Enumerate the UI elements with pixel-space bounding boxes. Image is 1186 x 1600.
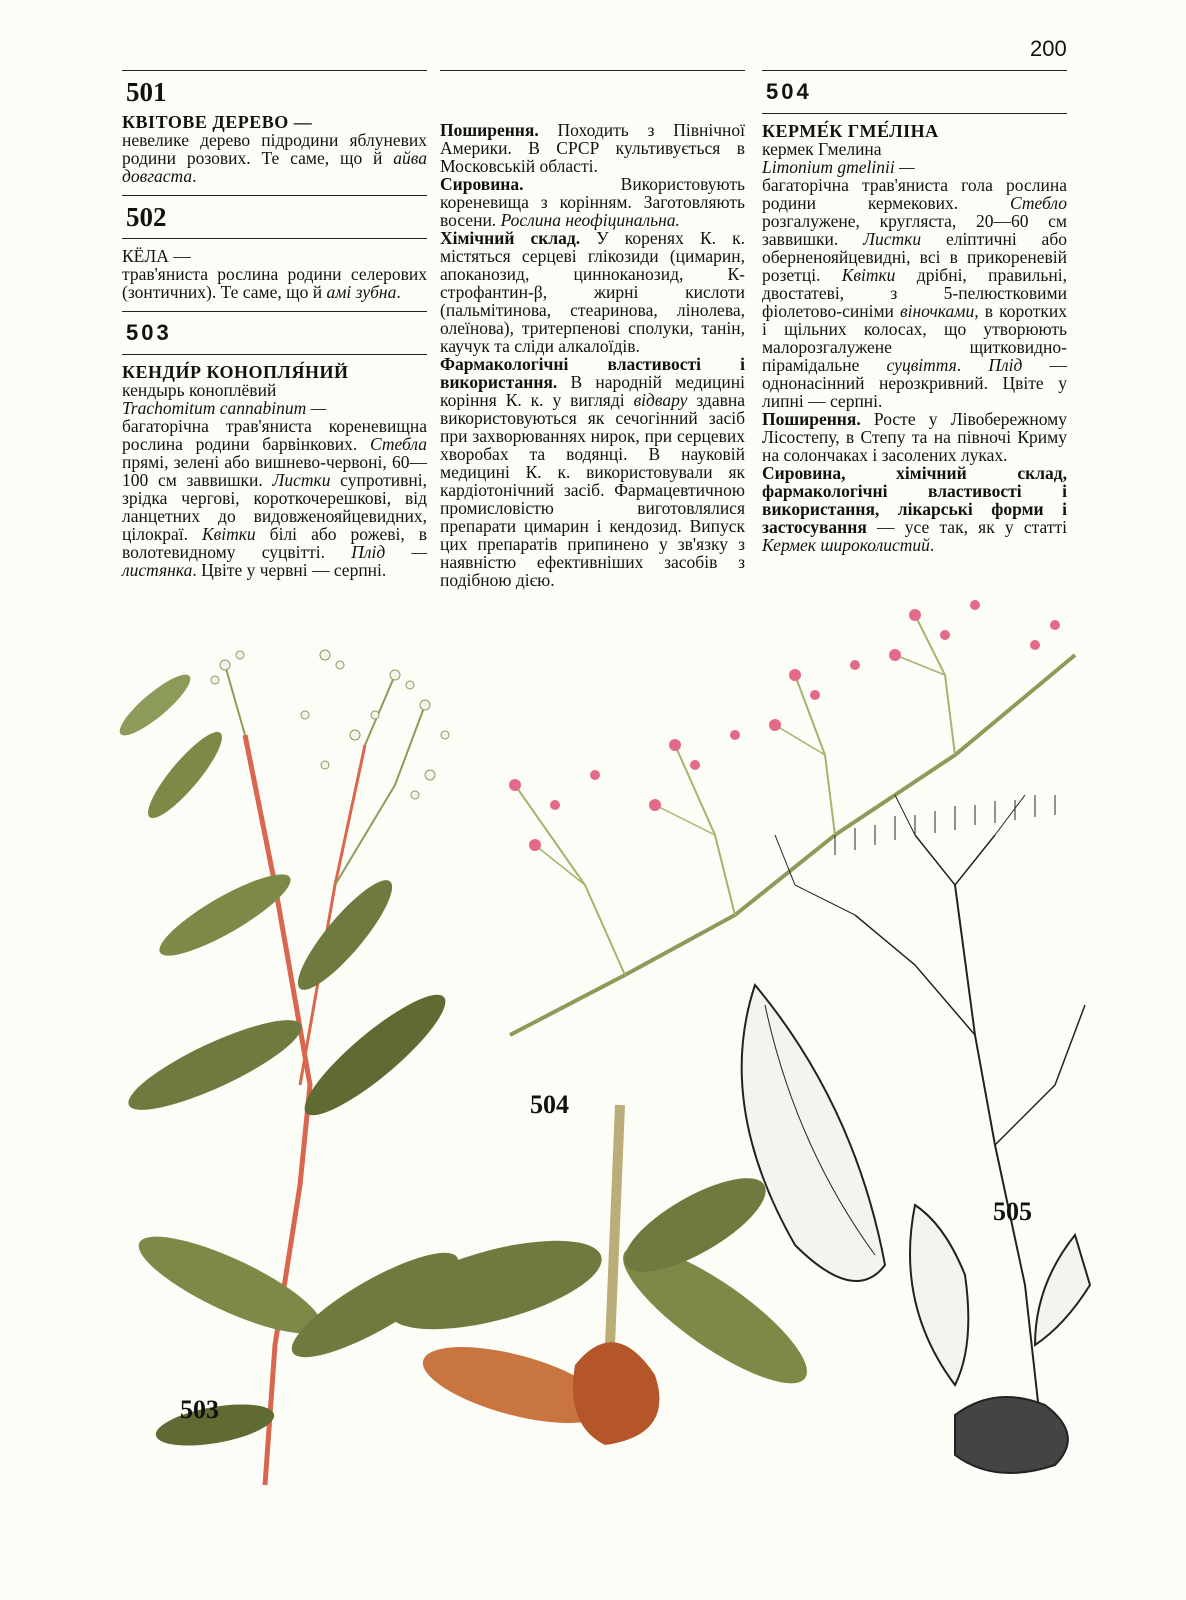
rule [122, 238, 427, 239]
entry-504-description: багаторічна трав'яниста гола рослина родини кермекових. Стебло розгалужене, кругляста, 20—60 см заввишки. Листки еліптичні або оберненояйцевидні, всі в прикореневій розетці. Квітки дрібні, правильні, двостатеві, з 5-пелюстковими фіолетово-синіми віночками, в коротких і щільних колосах, що утворюють малорозгалужене щитковидно-пірамідальне суцвіття. Плід — однонасінний нерозкривний. Цвіте у липні — серпні. [762, 175, 1068, 411]
rule [440, 70, 745, 71]
section-chemical-composition: Хімічний склад. У коренях К. к. містяться серцеві глікозиди (цимарин, апоканозид, цинноканозид, К-строфантин-β, жирні кислоти (пальмітинова, стеаринова, лінолева, олеїнова), тритерпенові сполуки, танін, каучук та сліди алкалоїдів. [440, 228, 745, 356]
section-distribution: Поширення. Походить з Північної Америки. В СРСР культивується в Московській області. [440, 120, 745, 176]
rule [122, 195, 427, 196]
entry-501-heading: КВІТОВЕ ДЕРЕВО — [122, 112, 313, 132]
entry-503-latin-name: Trachomitum cannabinum — [122, 398, 327, 418]
section-pharmacology: Фармакологічні властивості і використання. В народній медицині коріння К. к. у вигляді відвару здавна використовуються як сечогінний засіб при захворюваннях нирок, при серцевих хворобах та водянці. В науковій медицині К. к. використовували як кардіотонічний засіб. Фармацевтичною промисловістю виготовлялися препарати цимарин і кендозид. Випуск цих препаратів припинено у зв'язку з наявністю ефективніших засобів з подібною дією. [440, 354, 745, 590]
entry-number-504: 504 [766, 79, 812, 104]
plant-503-drawing [113, 650, 470, 1485]
entry-503-russian-name: кендырь коноплёвий [122, 380, 277, 400]
section-raw-material: Сировина. Використовують кореневища з корінням. Заготовляють восени. Рослина неофіцинальна. [440, 174, 745, 230]
figure-label-503: 503 [180, 1395, 219, 1424]
column-3 [762, 70, 1067, 554]
section-see-also-504: Сировина, хімічний склад, фармакологічні властивості і використання, лікарські форми і застосування — усе так, як у статті Кермек широколистий. [762, 463, 1067, 555]
entry-504-latin-name: Limonium gmelinii — [762, 157, 915, 177]
column-2 [440, 70, 745, 589]
entry-number-502: 502 [126, 202, 167, 232]
entry-number-501: 501 [126, 77, 167, 107]
entry-502-heading: КЁЛА — [122, 246, 191, 266]
entry-502-text: трав'яниста рослина родини селерових (зонтичних). Те саме, що й амі зубна. [122, 264, 427, 302]
botanical-illustration [95, 585, 1105, 1490]
figure-label-505: 505 [993, 1197, 1032, 1226]
cross-reference: айва довгаста [122, 148, 427, 186]
entry-number-503: 503 [126, 320, 172, 345]
rule [762, 70, 1067, 71]
rule [122, 354, 427, 355]
page-number: 200 [1030, 36, 1067, 61]
rule [762, 113, 1067, 114]
figure-label-504: 504 [530, 1090, 569, 1119]
entry-503-heading: КЕНДИ́Р КОНОПЛЯ́НИЙ [122, 362, 349, 382]
cross-reference: амі зубна [326, 282, 397, 302]
rule [122, 70, 427, 71]
plant-504-drawing [380, 600, 1075, 1445]
column-1 [122, 70, 427, 579]
entry-501-text: невелике дерево підродини яблуневих родини розових. Те саме, що й айва довгаста. [122, 130, 427, 186]
entry-504-russian-name: кермек Гмелина [762, 139, 882, 159]
entry-503-description: багаторічна трав'яниста кореневищна рослина родини барвінкових. Стебла прямі, зелені або вишнево-червоні, 60—100 см заввишки. Листки супротивні, зрідка чергові, короткочерешкові, від ланцетних до видовженояйцевидних, цілокраї. Квітки білі або рожеві, в волотевидному суцвітті. Плід — листянка. Цвіте у червні — серпні. [122, 416, 428, 580]
rule [122, 311, 427, 312]
section-distribution-504: Поширення. Росте у Лівобережному Лісостепу, в Степу та на півночі Криму на солончаках і засолених луках. [762, 409, 1067, 465]
entry-504-heading: КЕРМЕ́К ГМЕ́ЛІНА [762, 121, 939, 141]
